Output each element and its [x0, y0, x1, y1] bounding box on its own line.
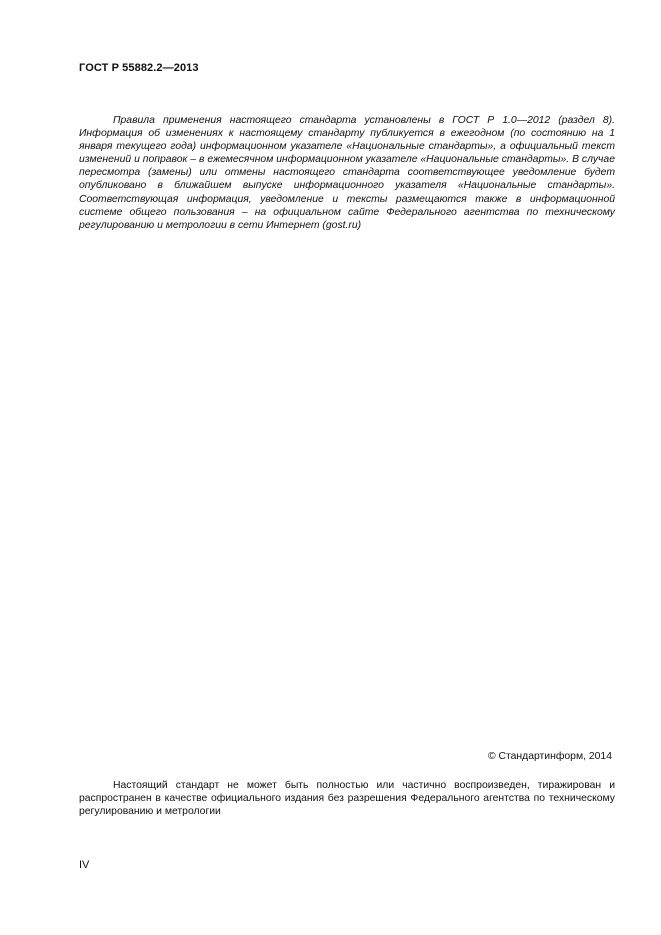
copyright-notice: © Стандартинформ, 2014 [487, 751, 612, 762]
standard-application-info-paragraph: Правила применения настоящего стандарта установлены в ГОСТ Р 1.0—2012 (раздел 8). Информация об изменениях к настоящему стандарту публикуется в ежегодном (по состоянию на 1 января текущего года) информационном указателе «Национальные стандарты», а официальный текст изменений и поправок – в ежемесячном информационном указателе «Национальные стандарты». В случае пересмотра (замены) или отмены настоящего стандарта соответствующее уведомление будет опубликовано в ближайшем выпуске информационного указателя «Национальные стандарты». Соответствующая информация, уведомление и тексты размещаются также в информационной системе общего пользования – на официальном сайте Федерального агентства по техническому регулированию и метрологии в сети Интернет (gost.ru) [79, 115, 615, 231]
page-number: IV [79, 859, 90, 871]
reproduction-restriction-paragraph: Настоящий стандарт не может быть полностью или частично воспроизведен, тиражирован и распространен в качестве официального издания без разрешения Федерального агентства по техническому регулированию и метрологии [79, 780, 615, 818]
standard-code-header: ГОСТ Р 55882.2—2013 [79, 62, 199, 74]
